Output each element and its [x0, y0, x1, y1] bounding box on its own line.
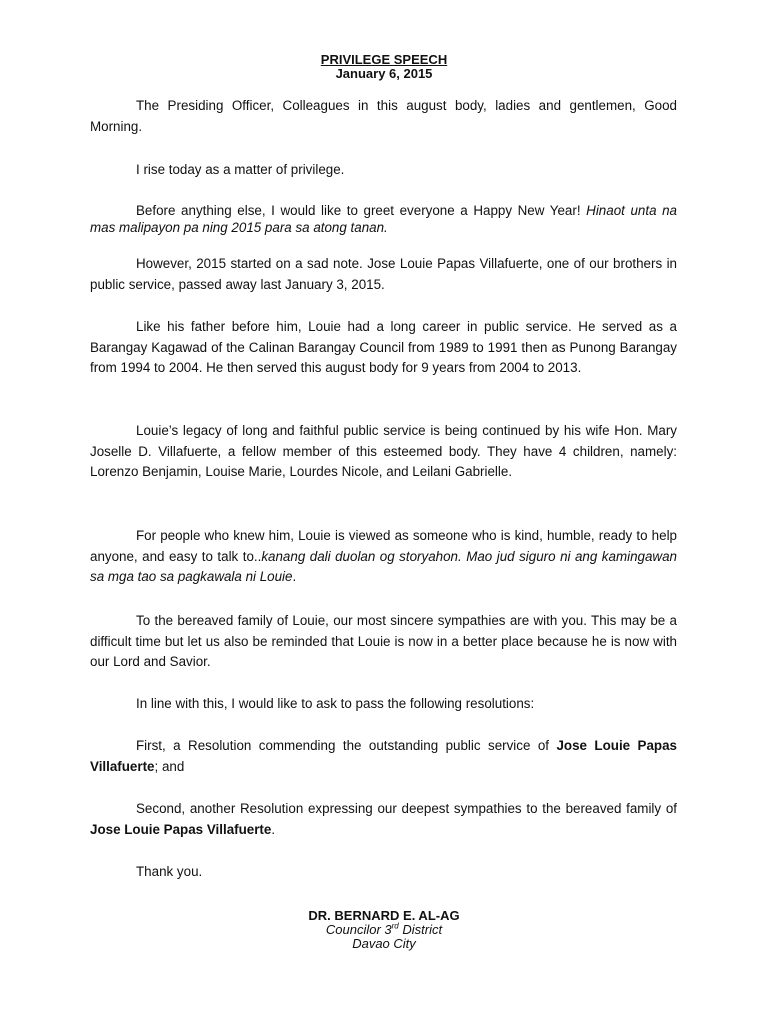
paragraph-new-year-text: Before anything else, I would like to greet everyone a Happy New Year! [136, 203, 587, 218]
signatory-name: DR. BERNARD E. AL-AG [308, 908, 460, 923]
resolution-first-end: ; and [154, 758, 185, 774]
paragraph-privilege: I rise today as a matter of privilege. [136, 162, 345, 177]
paragraph-legacy: Louie’s legacy of long and faithful public service is being continued by his wife Hon. Mary Joselle D. Villafuerte, a fellow member of this esteemed body. They have 4 children, namely: Lorenzo Benjamin, Louise Marie, Lourdes Nicole, and Leilani Gabrielle. [90, 423, 677, 479]
paragraph-character-visayan: kanang dali duolan og storyahon. Mao jud siguro ni ang kamingawan sa mga tao sa pagkawala ni Louie [90, 548, 677, 584]
signatory-role-prefix: Councilor 3 [325, 922, 392, 937]
signatory-role-ordinal: rd [391, 921, 399, 931]
resolution-second-end: . [271, 821, 276, 837]
resolution-first-text: First, a Resolution commending the outstanding public service of [136, 738, 557, 753]
resolution-first-name: Jose Louie Papas Villafuerte [90, 738, 677, 774]
paragraph-new-year [90, 202, 677, 236]
paragraph-character-end: . [292, 569, 297, 584]
paragraph-thank-you: Thank you. [136, 864, 203, 879]
paragraph-sad-note: However, 2015 started on a sad note. Jose Louie Papas Villafuerte, one of our brothers in public service, passed away last January 3, 2015. [90, 256, 677, 292]
paragraph-character [90, 526, 677, 588]
paragraph-character-text: For people who knew him, Louie is viewed as someone who is kind, humble, ready to help anyone, and easy to talk to.. [90, 528, 677, 564]
paragraph-resolution-first [90, 736, 677, 777]
paragraph-resolutions-intro: In line with this, I would like to ask to pass the following resolutions: [136, 696, 535, 711]
speech-title: PRIVILEGE SPEECH [320, 52, 448, 67]
paragraph-career: Like his father before him, Louie had a long career in public service. He served as a Barangay Kagawad of the Calinan Barangay Council from 1989 to 1991 then as Punong Barangay from 1994 to 2004. He then served this august body for 9 years from 2004 to 2013. [90, 319, 677, 375]
paragraph-greeting: The Presiding Officer, Colleagues in this august body, ladies and gentlemen, Good Morning. [90, 98, 677, 134]
resolution-second-text: Second, another Resolution expressing our deepest sympathies to the bereaved family of [136, 801, 677, 816]
paragraph-new-year-visayan: Hinaot unta na mas malipayon pa ning 2015 para sa atong tanan. [90, 203, 678, 235]
signatory-role-suffix: District [398, 922, 443, 937]
signatory-role [0, 922, 768, 937]
signatory-city: Davao City [352, 936, 416, 951]
resolution-second-name: Jose Louie Papas Villafuerte [90, 821, 272, 837]
speech-date: January 6, 2015 [335, 66, 433, 81]
paragraph-sympathies: To the bereaved family of Louie, our most sincere sympathies are with you. This may be a difficult time but let us also be reminded that Louie is now in a better place because he is now with our Lord and Savior. [90, 613, 677, 669]
paragraph-resolution-second [90, 799, 677, 840]
